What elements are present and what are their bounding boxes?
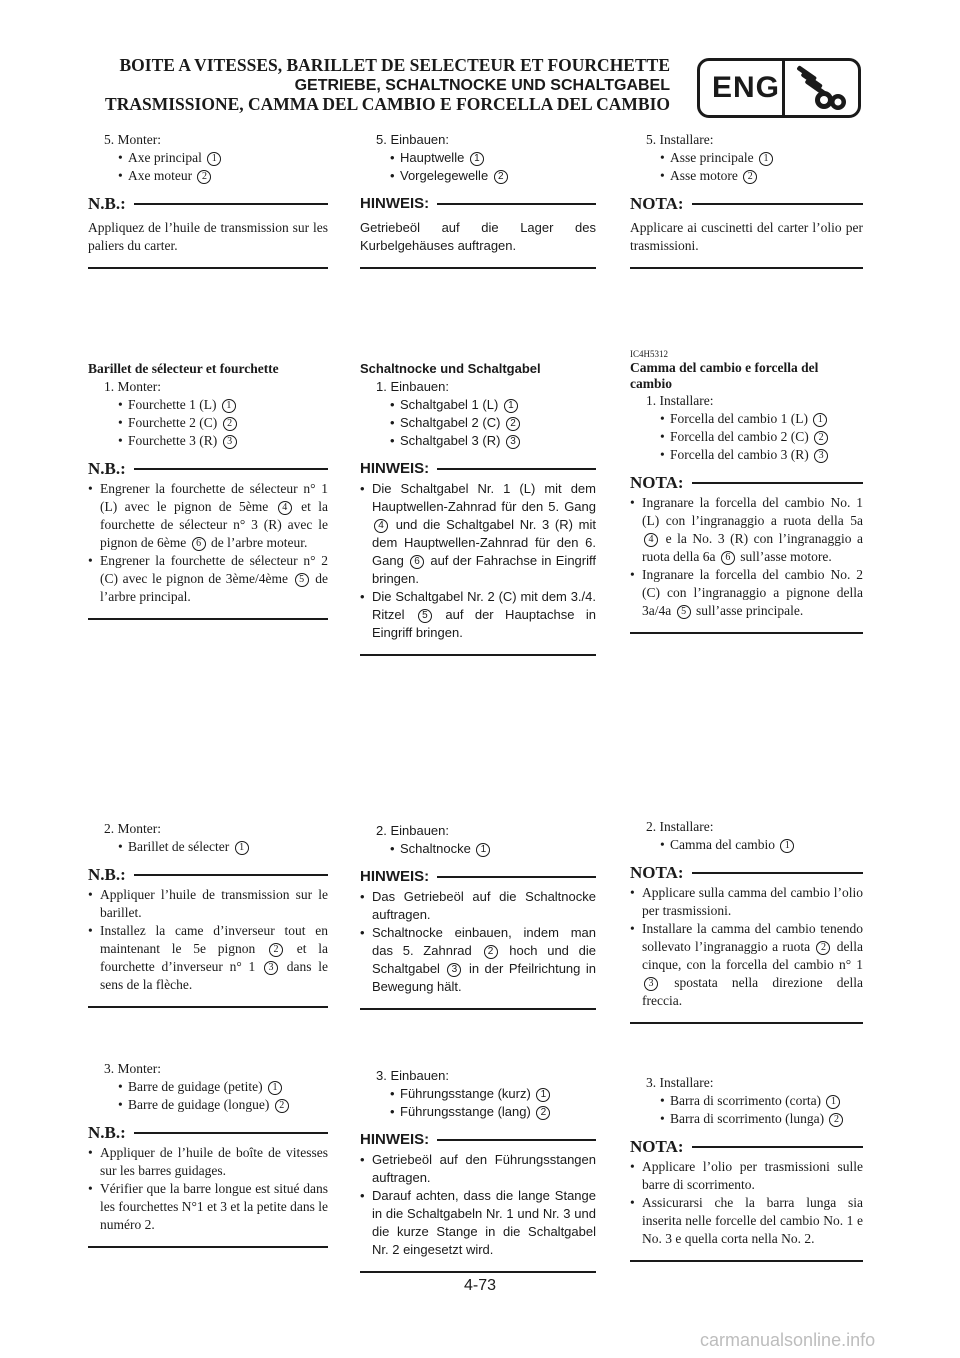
fr-note-end-rule bbox=[88, 618, 328, 620]
fr-note-bullet: • Engrener la fourchette de sélecteur n° 2 (C) avec le pignon de 3ème/4ème 5 de l’arbre principal. bbox=[88, 552, 328, 606]
fr-step3-item-2: • Barre de guidage (longue) 2 bbox=[88, 1096, 328, 1114]
header-title-de: GETRIEBE, SCHALTNOCKE UND SCHALTGABEL bbox=[294, 77, 670, 94]
it-step5-block bbox=[630, 131, 863, 269]
de-step3-block bbox=[360, 1067, 596, 1273]
fr-note-bullet: • Engrener la fourchette de sélecteur n° 1 (L) avec le pignon de 5ème 4 et la fourchette de sélecteur n° 3 (R) avec le pignon de 6ème 6 de l’arbre moteur. bbox=[88, 480, 328, 552]
fr-note-bullet: • Installez la came d’inverseur tout en maintenant le 5e pignon 2 et la fourchette d’inverseur n° 1 3 dans le sens de la flèche. bbox=[88, 922, 328, 994]
de-note-heading: HINWEIS: bbox=[360, 866, 596, 888]
fr-note-end-rule bbox=[88, 1006, 328, 1008]
de-note-bullet: • Schaltnocke einbauen, indem man das 5. Zahnrad 2 hoch und die Schaltgabel 3 in der Pfeilrichtung in Bewegung hält. bbox=[360, 924, 596, 996]
de-note-bullet: • Darauf achten, dass die lange Stange in die Schaltgabeln Nr. 1 und Nr. 3 und die kurze Stange in die Schaltgabel Nr. 2 eingesetzt wird. bbox=[360, 1187, 596, 1259]
de-step3-title: 3. Einbauen: bbox=[376, 1068, 450, 1083]
de-step1-title: 1. Einbauen: bbox=[376, 379, 450, 394]
de-note-end-rule bbox=[360, 1271, 596, 1273]
de-note-bullet: • Das Getriebeöl auf die Schaltnocke auftragen. bbox=[360, 888, 596, 924]
fr-step1-title: 1. Monter: bbox=[104, 379, 161, 394]
de-step2-item-1: • Schaltnocke 1 bbox=[360, 840, 596, 858]
fr-step1-item-1: • Fourchette 1 (L) 1 bbox=[88, 396, 328, 414]
fr-note-heading: N.B.: bbox=[88, 1122, 328, 1144]
de-step1-item-2: • Schaltgabel 2 (C) 2 bbox=[360, 414, 596, 432]
fr-note-end-rule bbox=[88, 267, 328, 269]
fr-step1-block bbox=[88, 360, 328, 620]
it-step1-item-2: • Forcella del cambio 2 (C) 2 bbox=[630, 428, 863, 446]
de-note-end-rule bbox=[360, 267, 596, 269]
fr-step1-item-2: • Fourchette 2 (C) 2 bbox=[88, 414, 328, 432]
it-step3-title: 3. Installare: bbox=[646, 1075, 714, 1090]
de-note-heading: HINWEIS: bbox=[360, 458, 596, 480]
it-step3-block bbox=[630, 1074, 863, 1262]
it-note-bullet: • Assicurarsi che la barra lunga sia inserita nelle forcelle del cambio No. 1 e No. 3 e quella corta nella No. 2. bbox=[630, 1194, 863, 1248]
it-step1-item-1: • Forcella del cambio 1 (L) 1 bbox=[630, 410, 863, 428]
fr-note-heading: N.B.: bbox=[88, 864, 328, 886]
it-step2-title: 2. Installare: bbox=[646, 819, 714, 834]
it-step3-item-2: • Barra di scorrimento (lunga) 2 bbox=[630, 1110, 863, 1128]
it-note-end-rule bbox=[630, 1022, 863, 1024]
de-note-bullet: • Die Schaltgabel Nr. 1 (L) mit dem Hauptwellen-Zahnrad für den 5. Gang 4 und die Schaltgabel Nr. 3 (R) mit dem Hauptwellen-Zahnrad für den 6. Gang 6 auf der Fahrachse in Eingriff bringen. bbox=[360, 480, 596, 588]
fr-step3-title: 3. Monter: bbox=[104, 1061, 161, 1076]
de-step2-block bbox=[360, 822, 596, 1010]
callout-1: 1 bbox=[207, 152, 221, 166]
de-note-bullet: • Die Schaltgabel Nr. 2 (C) mit dem 3./4. Ritzel 5 auf der Hauptachse in Eingriff bringen. bbox=[360, 588, 596, 642]
de-step1-item-1: • Schaltgabel 1 (L) 1 bbox=[360, 396, 596, 414]
fr-step3-block bbox=[88, 1060, 328, 1248]
it-step1-item-3: • Forcella del cambio 3 (R) 3 bbox=[630, 446, 863, 464]
it-step5-item-1: • Asse principale 1 bbox=[630, 149, 863, 167]
page-number: 4-73 bbox=[463, 1277, 497, 1294]
it-note-heading: NOTA: bbox=[630, 193, 863, 215]
de-step1-block bbox=[360, 360, 596, 656]
it-step2-block bbox=[630, 818, 863, 1024]
header-title-fr: BOITE A VITESSES, BARILLET DE SELECTEUR ET FOURCHETTE bbox=[119, 55, 670, 75]
de-note-end-rule bbox=[360, 654, 596, 656]
it-note-bullet: • Applicare sulla camma del cambio l’olio per trasmissioni. bbox=[630, 884, 863, 920]
it-note-bullet: • Installare la camma del cambio tenendo sollevato l’ingranaggio a ruota 2 della cinque, con la forcella del cambio n° 1 3 spostata nella direzione della freccia. bbox=[630, 920, 863, 1010]
fr-step2-block bbox=[88, 820, 328, 1008]
fr-note-bullet: • Appliquer l’huile de transmission sur le barillet. bbox=[88, 886, 328, 922]
de-step3-item-1: • Führungsstange (kurz) 1 bbox=[360, 1085, 596, 1103]
engine-icon bbox=[790, 65, 856, 113]
fr-note-heading: N.B.: bbox=[88, 193, 328, 215]
de-step5-block bbox=[360, 131, 596, 269]
it-note-end-rule bbox=[630, 1260, 863, 1262]
de-note-text: Getriebeöl auf die Lager des Kurbelgehäuses auftragen. bbox=[360, 220, 596, 253]
fr-note-bullet: • Appliquer de l’huile de boîte de vitesses sur les barres guidages. bbox=[88, 1144, 328, 1180]
it-note-end-rule bbox=[630, 267, 863, 269]
de-step5-title: 5. Einbauen: bbox=[376, 132, 450, 147]
it-note-bullet: • Ingranare la forcella del cambio No. 1 (L) con l’ingranaggio a ruota della 5a 4 e la No. 3 (R) con l’ingranaggio a ruota della 6a 6 sull’asse motore. bbox=[630, 494, 863, 566]
it-step5-title: 5. Installare: bbox=[646, 132, 714, 147]
it-note-heading: NOTA: bbox=[630, 1136, 863, 1158]
callout-2: 2 bbox=[197, 170, 211, 184]
it-step1-block bbox=[630, 349, 863, 634]
eng-badge bbox=[697, 58, 861, 118]
it-step2-item-1: • Camma del cambio 1 bbox=[630, 836, 863, 854]
fr-note-text: Appliquez de l’huile de transmission sur les paliers du carter. bbox=[88, 220, 328, 253]
it-note-text: Applicare ai cuscinetti del carter l’olio per trasmissioni. bbox=[630, 220, 863, 253]
it-note-heading: NOTA: bbox=[630, 472, 863, 494]
de-note-end-rule bbox=[360, 1008, 596, 1010]
fr-note-bullet: • Vérifier que la barre longue est situé dans les fourchettes N°1 et 3 et la petite dans le numéro 2. bbox=[88, 1180, 328, 1234]
fr-step5-title: 5. Monter: bbox=[104, 132, 161, 147]
it-step1-title: 1. Installare: bbox=[646, 393, 714, 408]
de-step5-item-2: • Vorgelegewelle 2 bbox=[360, 167, 596, 185]
de-step2-title: 2. Einbauen: bbox=[376, 823, 450, 838]
fr-step5-item-1: • Axe principal 1 bbox=[88, 149, 328, 167]
fr-step1-item-3: • Fourchette 3 (R) 3 bbox=[88, 432, 328, 450]
fr-step2-title: 2. Monter: bbox=[104, 821, 161, 836]
footer-watermark[interactable]: carmanualsonline.info bbox=[700, 1330, 876, 1350]
header-title-it: TRASMISSIONE, CAMMA DEL CAMBIO E FORCELLA DEL CAMBIO bbox=[105, 94, 670, 114]
fr-note-heading: N.B.: bbox=[88, 458, 328, 480]
fr-step2-item-1: • Barillet de sélecter 1 bbox=[88, 838, 328, 856]
it-note-end-rule bbox=[630, 632, 863, 634]
de-note-bullet: • Getriebeöl auf den Führungsstangen auftragen. bbox=[360, 1151, 596, 1187]
it-section-code: IC4H5312 bbox=[630, 349, 668, 359]
fr-step5-item-2: • Axe moteur 2 bbox=[88, 167, 328, 185]
fr-section-title: Barillet de sélecteur et fourchette bbox=[88, 361, 279, 376]
it-note-heading: NOTA: bbox=[630, 862, 863, 884]
fr-note-end-rule bbox=[88, 1246, 328, 1248]
it-step3-item-1: • Barra di scorrimento (corta) 1 bbox=[630, 1092, 863, 1110]
de-note-heading: HINWEIS: bbox=[360, 1129, 596, 1151]
it-note-bullet: • Ingranare la forcella del cambio No. 2 (C) con l’ingranaggio a pignone della 3a/4a 5 sull’asse principale. bbox=[630, 566, 863, 620]
eng-badge-label: ENG bbox=[712, 71, 781, 104]
de-step3-item-2: • Führungsstange (lang) 2 bbox=[360, 1103, 596, 1121]
de-section-title: Schaltnocke und Schaltgabel bbox=[360, 361, 541, 376]
it-note-bullet: • Applicare l’olio per trasmissioni sulle barre di scorrimento. bbox=[630, 1158, 863, 1194]
de-note-heading: HINWEIS: bbox=[360, 193, 596, 215]
de-step1-item-3: • Schaltgabel 3 (R) 3 bbox=[360, 432, 596, 450]
eng-badge-divider bbox=[782, 61, 785, 115]
it-section-title: Camma del cambio e forcella del cambio bbox=[630, 360, 819, 391]
de-step5-item-1: • Hauptwelle 1 bbox=[360, 149, 596, 167]
fr-step3-item-1: • Barre de guidage (petite) 1 bbox=[88, 1078, 328, 1096]
fr-step5-block bbox=[88, 131, 328, 269]
it-step5-item-2: • Asse motore 2 bbox=[630, 167, 863, 185]
